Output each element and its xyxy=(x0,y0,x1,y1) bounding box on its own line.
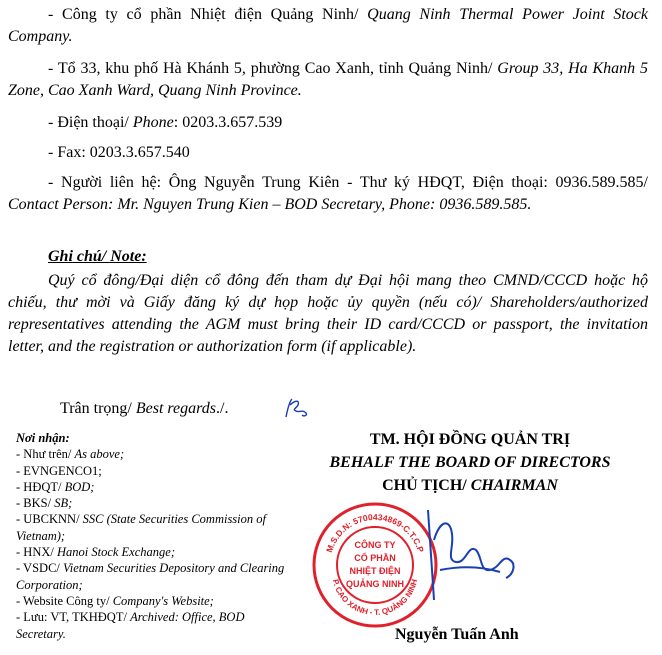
svg-text:QUẢNG NINH: QUẢNG NINH xyxy=(346,579,404,589)
list-item: - Lưu: VT, TKHĐQT/ Archived: Office, BOD Secretary. xyxy=(16,610,245,641)
chairman-handwritten-signature-icon xyxy=(410,500,530,610)
note-text: Quý cổ đông/Đại diện cổ đông đến tham dự Đại hội mang theo CMND/CCCD hoặc hộ chiếu, thư mời và Giấy đăng ký dự họp hoặc ủy quyền (nếu có)/ Shareholders/authorized representatives attending the AGM must bring their ID card/CCCD or passport, the invitation letter, and the registration or authorization form (if applicable). xyxy=(8,272,648,355)
svg-text:CÔNG TY: CÔNG TY xyxy=(354,540,396,550)
closing-regards: Trân trọng/ Best regards./. xyxy=(60,400,229,417)
signature-block xyxy=(300,428,640,497)
contact-address: - Tổ 33, khu phố Hà Khánh 5, phường Cao Xanh, tỉnh Quảng Ninh/ Group 33, Ha Khanh 5 Zone, Cao Xanh Ward, Quang Ninh Province. xyxy=(8,60,648,99)
signature-line-1: TM. HỘI ĐỒNG QUẢN TRỊ xyxy=(369,431,571,448)
contact-person: - Người liên hệ: Ông Nguyễn Trung Kiên - Thư ký HĐQT, Điện thoại: 0936.589.585/ Contact Person: Mr. Nguyen Trung Kien – BOD Secretary, Phone: 0936.589.585. xyxy=(8,174,648,213)
list-item: - HĐQT/ BOD; xyxy=(16,479,95,494)
list-item: - BKS/ SB; xyxy=(16,496,73,511)
recipients-heading: Nơi nhận: xyxy=(16,431,70,445)
svg-text:CỔ PHẦN: CỔ PHẦN xyxy=(354,553,396,563)
svg-text:P. CAO XANH - T. QUẢNG NINH: P. CAO XANH - T. QUẢNG NINH xyxy=(330,578,420,618)
svg-text:NHIỆT ĐIỆN: NHIỆT ĐIỆN xyxy=(349,566,401,576)
signature-line-3: CHỦ TỊCH/ CHAIRMAN xyxy=(382,477,558,494)
list-item: - UBCKNN/ SSC (State Securities Commission of Vietnam); xyxy=(16,512,266,543)
signer-name: Nguyễn Tuấn Anh xyxy=(395,626,519,643)
signature-line-2: BEHALF THE BOARD OF DIRECTORS xyxy=(329,454,611,471)
contact-company: - Công ty cổ phần Nhiệt điện Quảng Ninh/ Quang Ninh Thermal Power Joint Stock Company. xyxy=(8,6,648,45)
svg-text:M.S.D.N: 5700434869-C.T.C.P: M.S.D.N: 5700434869-C.T.C.P xyxy=(323,511,427,554)
list-item: - Website Công ty/ Company's Website; xyxy=(16,593,214,608)
recipients-list xyxy=(16,430,286,642)
list-item: - VSDC/ Vietnam Securities Depository and Clearing Corporation; xyxy=(16,561,285,592)
list-item: - Như trên/ As above; xyxy=(16,447,125,462)
list-item: - EVNGENCO1; xyxy=(16,463,102,478)
contact-fax: - Fax: 0203.3.657.540 xyxy=(48,144,190,161)
contact-phone: - Điện thoại/ Phone: 0203.3.657.539 xyxy=(48,114,283,131)
initial-signature-icon xyxy=(280,395,312,423)
note-heading: Ghi chú/ Note: xyxy=(48,248,147,265)
list-item: - HNX/ Hanoi Stock Exchange; xyxy=(16,545,175,560)
